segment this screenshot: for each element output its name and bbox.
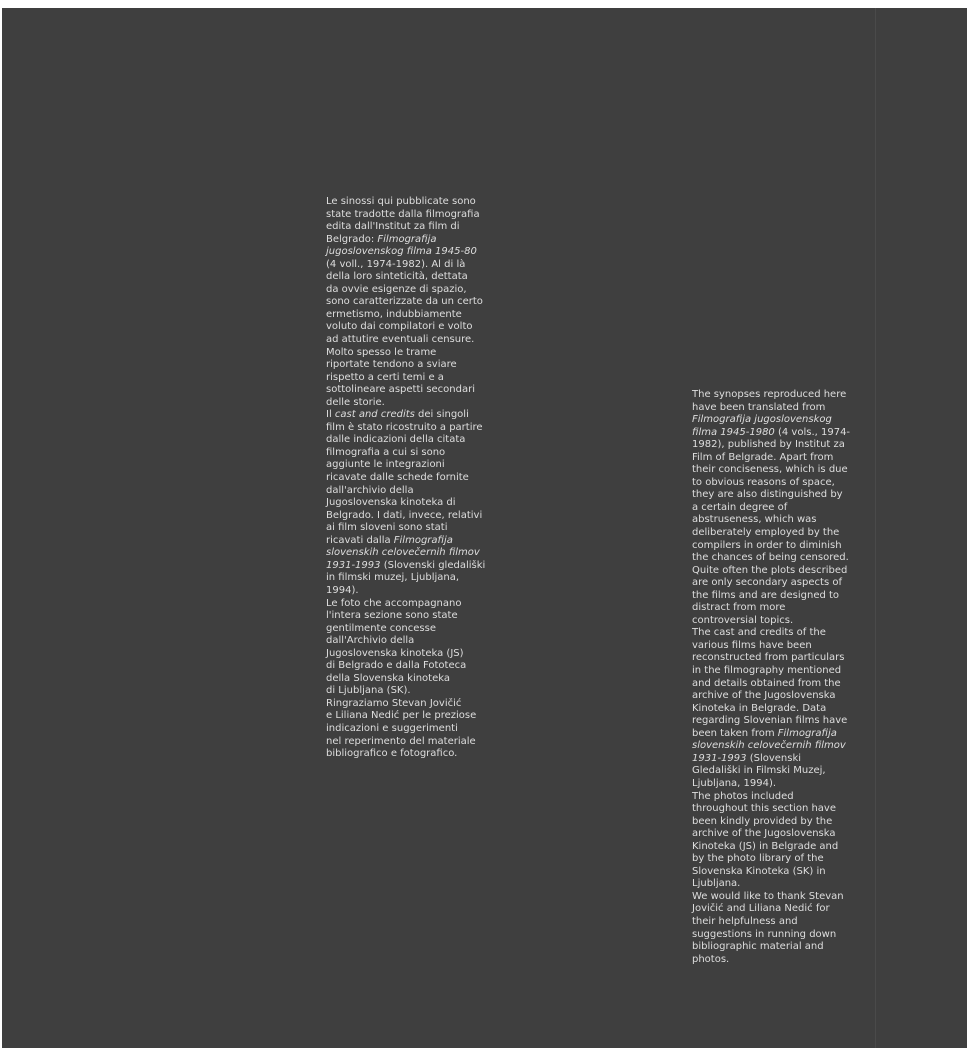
text-line: bibliographic material and	[692, 941, 824, 953]
text-line: filma 1945-1980 (4 vols., 1974-	[692, 426, 851, 438]
text-line: rispetto a certi temi e a	[326, 371, 444, 383]
text-line: 1994).	[326, 584, 359, 596]
text-line: the chances of being censored.	[692, 552, 849, 564]
text-line: ai film sloveni sono stati	[326, 522, 448, 534]
text-line: da ovvie esigenze di spazio,	[326, 283, 467, 295]
text-line: The photos included	[692, 790, 794, 802]
text-line: ricavate dalle schede fornite	[326, 472, 469, 484]
text-line: dall'archivio della	[326, 484, 414, 496]
text-line: state tradotte dalla filmografia	[326, 208, 480, 220]
text-line: Ljubljana.	[692, 878, 741, 890]
text-line: Slovenska Kinoteka (SK) in	[692, 865, 826, 877]
text-line: photos.	[692, 953, 730, 965]
text-line: voluto dai compilatori e volto	[326, 321, 473, 333]
text-line: jugoslovenskog filma 1945-80	[326, 246, 477, 258]
text-line: sono caratterizzate da un certo	[326, 296, 483, 308]
text-line: film è stato ricostruito a partire	[326, 421, 483, 433]
text-line: delle storie.	[326, 396, 385, 408]
text-line: their conciseness, which is due	[692, 464, 848, 476]
text-line: have been translated from	[692, 401, 826, 413]
text-line: nel reperimento del materiale	[326, 735, 476, 747]
text-line: riportate tendono a sviare	[326, 359, 457, 371]
text-line: compilers in order to diminish	[692, 539, 842, 551]
text-line: ermetismo, indubbiamente	[326, 308, 462, 320]
text-line: Molto spesso le trame	[326, 346, 437, 358]
text-line: Kinoteka in Belgrade. Data	[692, 702, 827, 714]
text-line: by the photo library of the	[692, 853, 824, 865]
text-line: in filmski muzej, Ljubljana,	[326, 572, 460, 584]
text-line: abstruseness, which was	[692, 514, 817, 526]
text-line: suggestions in running down	[692, 928, 837, 940]
text-line: bibliografico e fotografico.	[326, 748, 458, 760]
text-line: Kinoteka (JS) in Belgrade and	[692, 840, 839, 852]
text-line: archive of the Jugoslovenska	[692, 690, 836, 702]
text-line: to obvious reasons of space,	[692, 476, 835, 488]
text-line: various films have been	[692, 639, 812, 651]
text-line: and details obtained from the	[692, 677, 841, 689]
text-line: Jugoslovenska kinoteka di	[326, 497, 456, 509]
text-line: Belgrado. I dati, invece, relativi	[326, 509, 483, 521]
text-line: We would like to thank Stevan	[692, 890, 844, 902]
italian-note-column	[326, 196, 486, 761]
text-line: been kindly provided by the	[692, 815, 833, 827]
text-line: di Belgrado e dalla Fototeca	[326, 660, 467, 672]
text-line: aggiunte le integrazioni	[326, 459, 445, 471]
text-line: Belgrado: Filmografija	[326, 233, 437, 245]
text-line: slovenskih celovečernih filmov	[326, 547, 480, 559]
text-line: throughout this section have	[692, 803, 837, 815]
text-line: Ljubljana, 1994).	[692, 777, 777, 789]
text-line: dalle indicazioni della citata	[326, 434, 466, 446]
text-line: Film of Belgrade. Apart from	[692, 451, 834, 463]
text-line: della loro sinteticità, dettata	[326, 271, 468, 283]
english-note-column	[692, 389, 851, 966]
text-line: sottolineare aspetti secondari	[326, 384, 476, 396]
text-line: controversial topics.	[692, 614, 794, 626]
text-line: slovenskih celovečernih filmov	[692, 740, 846, 752]
text-line: Jovičić and Liliana Nedić for	[692, 903, 830, 915]
text-line: distract from more	[692, 602, 786, 614]
text-line: are only secondary aspects of	[692, 577, 842, 589]
text-line: 1931-1993 (Slovenski gledališki	[326, 559, 486, 571]
text-line: Jugoslovenska kinoteka (JS)	[326, 647, 464, 659]
text-line: Quite often the plots described	[692, 564, 848, 576]
text-line: regarding Slovenian films have	[692, 715, 848, 727]
text-line: ricavati dalla Filmografija	[326, 534, 453, 546]
text-line: been taken from Filmografija	[692, 727, 837, 739]
text-line: filmografia a cui si sono	[326, 446, 446, 458]
text-line: Ringraziamo Stevan Jovičić	[326, 697, 462, 709]
text-line: e Liliana Nedić per le preziose	[326, 710, 477, 722]
text-line: Le sinossi qui pubblicate sono	[326, 196, 476, 207]
text-line: gentilmente concesse	[326, 622, 436, 634]
text-line: Gledališki in Filmski Muzej,	[692, 765, 826, 777]
text-line: edita dall'Institut za film di	[326, 221, 460, 233]
text-line: The synopses reproduced here	[692, 389, 847, 400]
text-line: in the filmography mentioned	[692, 665, 842, 677]
text-line: their helpfulness and	[692, 915, 798, 927]
text-line: 1931-1993 (Slovenski	[692, 752, 802, 764]
text-line: a certain degree of	[692, 501, 788, 513]
text-line: di Ljubljana (SK).	[326, 685, 411, 697]
text-line: l'intera sezione sono state	[326, 610, 458, 622]
text-line: they are also distinguished by	[692, 489, 843, 501]
text-line: dall'Archivio della	[326, 635, 415, 647]
text-line: the films and are designed to	[692, 589, 840, 601]
text-line: 1982), published by Institut za	[692, 439, 845, 451]
text-line: ad attutire eventuali censure.	[326, 334, 475, 346]
text-line: della Slovenska kinoteka	[326, 672, 450, 684]
text-line: (4 voll., 1974-1982). Al di là	[326, 258, 466, 270]
text-line: Filmografija jugoslovenskog	[692, 414, 832, 426]
text-line: Le foto che accompagnano	[326, 597, 462, 609]
text-line: indicazioni e suggerimenti	[326, 722, 458, 734]
page-fold-edge	[875, 8, 876, 1048]
text-line: archive of the Jugoslovenska	[692, 828, 836, 840]
text-line: deliberately employed by the	[692, 527, 840, 539]
text-line: Il cast and credits dei singoli	[326, 409, 469, 421]
text-line: The cast and credits of the	[692, 627, 826, 639]
text-line: reconstructed from particulars	[692, 652, 845, 664]
